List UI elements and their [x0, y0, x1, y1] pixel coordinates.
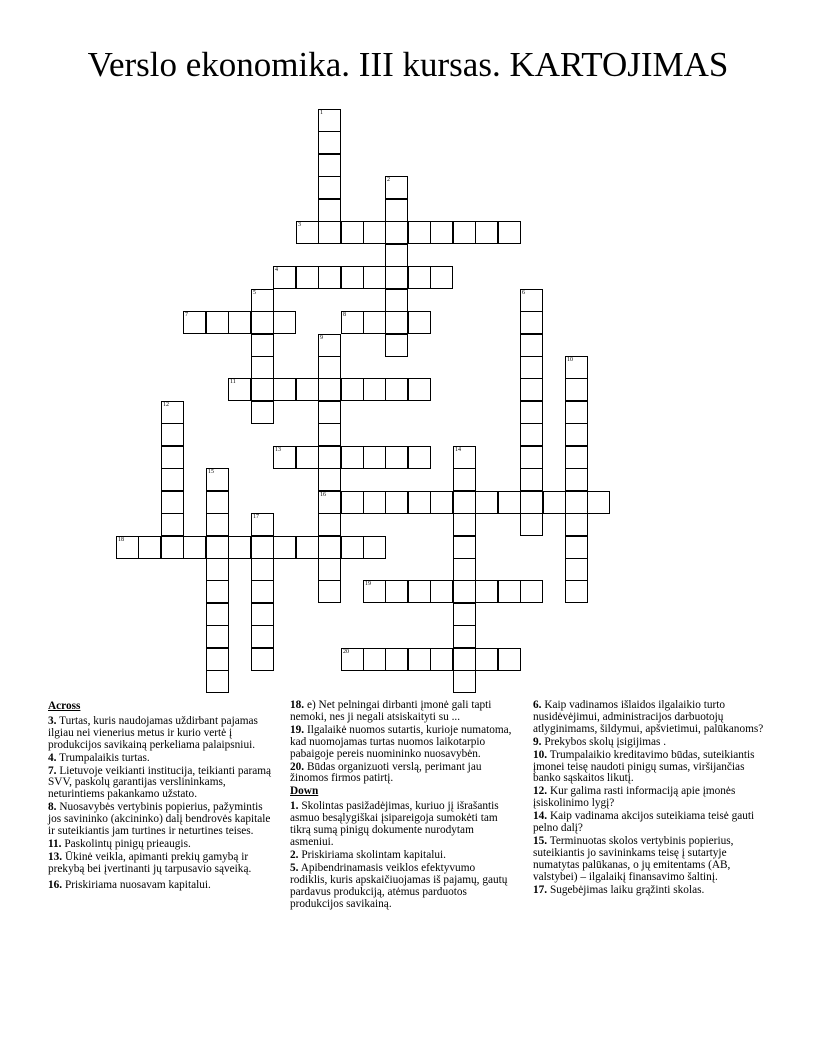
across-clue-4: 4. Trumpalaikis turtas. — [48, 751, 150, 764]
grid-cell[interactable] — [273, 446, 296, 469]
grid-cell[interactable] — [341, 266, 364, 289]
grid-cell[interactable] — [251, 603, 274, 626]
grid-cell[interactable] — [206, 491, 229, 514]
grid-cell[interactable] — [273, 536, 296, 559]
grid-cell[interactable] — [161, 446, 184, 469]
grid-cell[interactable] — [138, 536, 161, 559]
grid-cell[interactable] — [273, 311, 296, 334]
grid-cell[interactable] — [251, 356, 274, 379]
grid-cell[interactable] — [453, 648, 476, 671]
grid-cell[interactable] — [408, 221, 431, 244]
grid-cell[interactable] — [251, 289, 274, 312]
grid-cell[interactable] — [318, 176, 341, 199]
grid-cell[interactable] — [363, 580, 386, 603]
grid-cell[interactable] — [385, 266, 408, 289]
grid-cell[interactable] — [385, 221, 408, 244]
grid-cell[interactable] — [408, 491, 431, 514]
grid-cell[interactable] — [318, 491, 341, 514]
across-clue-20: 20. Būdas organizuoti verslą, perimant jau žinomos firmos patirtį. — [290, 760, 482, 785]
grid-cell[interactable] — [318, 131, 341, 154]
grid-cell[interactable] — [408, 446, 431, 469]
clue-number: 1 — [320, 110, 323, 116]
grid-cell[interactable] — [318, 401, 341, 424]
grid-cell[interactable] — [498, 580, 521, 603]
grid-cell[interactable] — [318, 536, 341, 559]
grid-cell[interactable] — [565, 446, 588, 469]
down-clue-10: 10. Trumpalaikio kreditavimo būdas, suteikiantis įmonei teisę naudoti pinigų sumas, viršijančias banko sąskaitos likutį. — [533, 748, 755, 785]
grid-cell[interactable] — [341, 378, 364, 401]
grid-cell[interactable] — [385, 311, 408, 334]
grid-cell[interactable] — [385, 176, 408, 199]
grid-cell[interactable] — [498, 491, 521, 514]
grid-cell[interactable] — [161, 513, 184, 536]
clue-number: 2 — [387, 177, 390, 183]
clue-number: 14 — [455, 447, 461, 453]
grid-cell[interactable] — [296, 266, 319, 289]
grid-cell[interactable] — [520, 468, 543, 491]
grid-cell[interactable] — [206, 311, 229, 334]
grid-cell[interactable] — [520, 446, 543, 469]
across-heading: Across — [48, 700, 81, 712]
grid-cell[interactable] — [296, 446, 319, 469]
clue-number: 18 — [118, 537, 124, 543]
grid-cell[interactable] — [385, 378, 408, 401]
grid-cell[interactable] — [116, 536, 139, 559]
grid-cell[interactable] — [408, 378, 431, 401]
grid-cell[interactable] — [430, 491, 453, 514]
grid-cell[interactable] — [206, 513, 229, 536]
grid-cell[interactable] — [318, 423, 341, 446]
grid-cell[interactable] — [430, 648, 453, 671]
grid-cell[interactable] — [318, 558, 341, 581]
grid-cell[interactable] — [206, 558, 229, 581]
grid-cell[interactable] — [385, 446, 408, 469]
grid-cell[interactable] — [228, 378, 251, 401]
grid-cell[interactable] — [341, 311, 364, 334]
grid-cell[interactable] — [363, 536, 386, 559]
grid-cell[interactable] — [565, 558, 588, 581]
grid-cell[interactable] — [453, 536, 476, 559]
grid-cell[interactable] — [251, 536, 274, 559]
grid-cell[interactable] — [453, 670, 476, 693]
grid-cell[interactable] — [543, 491, 566, 514]
grid-cell[interactable] — [183, 311, 206, 334]
down-clue-2: 2. Priskiriama skolintam kapitalui. — [290, 848, 446, 861]
grid-cell[interactable] — [206, 468, 229, 491]
grid-cell[interactable] — [206, 603, 229, 626]
grid-cell[interactable] — [341, 446, 364, 469]
grid-cell[interactable] — [565, 536, 588, 559]
grid-cell[interactable] — [475, 491, 498, 514]
across-clue-3: 3. Turtas, kuris naudojamas uždirbant pajamas ilgiau nei vienerius metus ir kurio vertė į produkcijos savikainą perkeliama palaipsniui. — [48, 714, 258, 751]
page-title: Verslo ekonomika. III kursas. KARTOJIMAS — [87, 45, 729, 84]
grid-cell[interactable] — [565, 423, 588, 446]
down-heading: Down — [290, 785, 319, 798]
grid-cell[interactable] — [318, 154, 341, 177]
grid-cell[interactable] — [318, 266, 341, 289]
grid-cell[interactable] — [251, 378, 274, 401]
grid-cell[interactable] — [318, 356, 341, 379]
grid-cell[interactable] — [565, 401, 588, 424]
grid-cell[interactable] — [565, 378, 588, 401]
grid-cell[interactable] — [498, 648, 521, 671]
across-clue-7: 7. Lietuvoje veikianti institucija, teikianti paramą SVV, paskolų garantijas verslininkams, neturintiems pakankamo užstato. — [48, 764, 272, 801]
grid-cell[interactable] — [453, 580, 476, 603]
grid-cell[interactable] — [318, 468, 341, 491]
grid-cell[interactable] — [318, 334, 341, 357]
grid-cell[interactable] — [587, 491, 610, 514]
grid-cell[interactable] — [341, 648, 364, 671]
grid-cell[interactable] — [363, 311, 386, 334]
grid-cell[interactable] — [251, 648, 274, 671]
grid-cell[interactable] — [453, 625, 476, 648]
clues-column-1 — [48, 700, 273, 893]
grid-cell[interactable] — [206, 536, 229, 559]
grid-cell[interactable] — [161, 491, 184, 514]
grid-cell[interactable] — [385, 491, 408, 514]
grid-cell[interactable] — [520, 289, 543, 312]
clue-number: 4 — [275, 267, 278, 273]
clue-number: 15 — [208, 469, 214, 475]
grid-cell[interactable] — [408, 266, 431, 289]
grid-cell[interactable] — [453, 513, 476, 536]
down-clue-1: 1. Skolintas pasižadėjimas, kuriuo jį išrašantis asmuo besąlygiškai įsipareigoja sumokėti tam tikrą sumą pinigų dokumente nurodytam asmeniui. — [290, 800, 499, 848]
grid-cell[interactable] — [363, 378, 386, 401]
clue-number: 19 — [365, 581, 371, 587]
clue-number: 8 — [343, 312, 346, 318]
clue-number: 6 — [522, 290, 525, 296]
grid-cell[interactable] — [520, 356, 543, 379]
grid-cell[interactable] — [385, 580, 408, 603]
clue-number: 16 — [320, 492, 326, 498]
grid-cell[interactable] — [520, 491, 543, 514]
grid-cell[interactable] — [520, 378, 543, 401]
grid-cell[interactable] — [498, 221, 521, 244]
grid-cell[interactable] — [363, 266, 386, 289]
grid-cell[interactable] — [161, 423, 184, 446]
grid-cell[interactable] — [251, 401, 274, 424]
grid-cell[interactable] — [296, 221, 319, 244]
clues-column-3 — [533, 700, 768, 898]
clue-number: 13 — [275, 447, 281, 453]
grid-cell[interactable] — [341, 491, 364, 514]
grid-cell[interactable] — [318, 109, 341, 132]
grid-cell[interactable] — [251, 558, 274, 581]
down-clue-9: 9. Prekybos skolų įsigijimas . — [533, 735, 667, 748]
clue-number: 7 — [185, 312, 188, 318]
grid-cell[interactable] — [228, 311, 251, 334]
grid-cell[interactable] — [430, 580, 453, 603]
grid-cell[interactable] — [453, 468, 476, 491]
clue-number: 3 — [298, 222, 301, 228]
grid-cell[interactable] — [408, 311, 431, 334]
clue-number: 20 — [343, 649, 349, 655]
across-clue-8: 8. Nuosavybės vertybinis popierius, pažymintis jos savininko (akcininko) dalį bendrovės kapitale ir suteikiantis jam turtines ir neturtines teises. — [48, 801, 271, 838]
clues-column-2 — [290, 700, 515, 911]
grid-cell[interactable] — [273, 378, 296, 401]
grid-cell[interactable] — [363, 446, 386, 469]
grid-cell[interactable] — [453, 221, 476, 244]
grid-cell[interactable] — [318, 513, 341, 536]
grid-cell[interactable] — [430, 266, 453, 289]
grid-cell[interactable] — [161, 401, 184, 424]
grid-cell[interactable] — [430, 221, 453, 244]
grid-cell[interactable] — [251, 334, 274, 357]
grid-cell[interactable] — [251, 625, 274, 648]
grid-cell[interactable] — [318, 221, 341, 244]
grid-cell[interactable] — [453, 558, 476, 581]
grid-cell[interactable] — [453, 603, 476, 626]
grid-cell[interactable] — [318, 580, 341, 603]
grid-cell[interactable] — [318, 199, 341, 222]
grid-cell[interactable] — [251, 513, 274, 536]
grid-cell[interactable] — [385, 648, 408, 671]
across-clue-16: 16. Priskiriama nuosavam kapitalui. — [48, 878, 211, 891]
grid-cell[interactable] — [453, 491, 476, 514]
grid-cell[interactable] — [363, 221, 386, 244]
grid-cell[interactable] — [363, 491, 386, 514]
grid-cell[interactable] — [520, 401, 543, 424]
grid-cell[interactable] — [161, 468, 184, 491]
down-clue-17: 17. Sugebėjimas laiku grąžinti skolas. — [533, 883, 705, 896]
across-clue-19: 19. Ilgalaikė nuomos sutartis, kurioje numatoma, kad nuomojamas turtas nuomos laikotarpio pabaigoje pereis nuomininko nuosavybėn. — [290, 723, 512, 760]
grid-cell[interactable] — [475, 580, 498, 603]
grid-cell[interactable] — [520, 423, 543, 446]
grid-cell[interactable] — [475, 221, 498, 244]
grid-cell[interactable] — [385, 289, 408, 312]
grid-cell[interactable] — [385, 334, 408, 357]
grid-cell[interactable] — [161, 536, 184, 559]
grid-cell[interactable] — [520, 311, 543, 334]
down-clue-15: 15. Terminuotas skolos vertybinis popierius, suteikiantis jo savininkams teisę į sutartyje numatytas palūkanas, o jų emitentams (AB, valstybei) – ilgalaikį finansavimo šaltinį. — [533, 834, 734, 883]
across-clue-11: 11. Paskolintų pinigų prieaugis. — [48, 837, 191, 850]
grid-cell[interactable] — [408, 580, 431, 603]
grid-cell[interactable] — [565, 513, 588, 536]
grid-cell[interactable] — [183, 536, 206, 559]
grid-cell[interactable] — [565, 491, 588, 514]
across-clue-18: 18. e) Net pelningai dirbanti įmonė gali tapti nemoki, nes ji negali atsiskaityti su ... — [290, 699, 492, 723]
down-clue-14: 14. Kaip vadinama akcijos suteikiama teisė gauti pelno dalį? — [533, 810, 755, 835]
clue-number: 17 — [253, 514, 259, 520]
grid-cell[interactable] — [251, 580, 274, 603]
down-clue-12: 12. Kur galima rasti informaciją apie įmonės įsiskolinimo lygį? — [533, 785, 736, 810]
grid-cell[interactable] — [228, 536, 251, 559]
grid-cell[interactable] — [273, 266, 296, 289]
grid-cell[interactable] — [318, 378, 341, 401]
grid-cell[interactable] — [206, 625, 229, 648]
down-clue-5: 5. Apibendrinamasis veiklos efektyvumo rodiklis, kuris apskaičiuojamas iš pajamų, gautų pardavus produkciją, atėmus parduotos produkcijos savikainą. — [290, 861, 508, 910]
grid-cell[interactable] — [251, 311, 274, 334]
grid-cell[interactable] — [565, 356, 588, 379]
grid-cell[interactable] — [520, 334, 543, 357]
clue-number: 10 — [567, 357, 573, 363]
grid-cell[interactable] — [520, 513, 543, 536]
clue-number: 11 — [230, 379, 236, 385]
grid-cell[interactable] — [475, 648, 498, 671]
grid-cell[interactable] — [453, 446, 476, 469]
grid-cell[interactable] — [363, 648, 386, 671]
clue-number: 5 — [253, 290, 256, 296]
across-clue-13: 13. Ūkinė veikla, apimanti prekių gamybą ir prekybą bei įvertinanti jų tarpusavio sąveiką. — [48, 850, 252, 875]
grid-cell[interactable] — [206, 670, 229, 693]
clue-number: 9 — [320, 335, 323, 341]
down-clue-6: 6. Kaip vadinamos išlaidos ilgalaikio turto nusidėvėjimui, administracijos darbuotojų atlyginimams, šildymui, apšvietimui, palūkanoms? — [533, 699, 764, 735]
grid-cell[interactable] — [296, 536, 319, 559]
grid-cell[interactable] — [341, 221, 364, 244]
grid-cell[interactable] — [385, 244, 408, 267]
grid-cell[interactable] — [206, 580, 229, 603]
grid-cell[interactable] — [341, 536, 364, 559]
grid-cell[interactable] — [206, 648, 229, 671]
grid-cell[interactable] — [385, 199, 408, 222]
grid-cell[interactable] — [520, 580, 543, 603]
grid-cell[interactable] — [318, 446, 341, 469]
grid-cell[interactable] — [565, 468, 588, 491]
grid-cell[interactable] — [408, 648, 431, 671]
grid-cell[interactable] — [565, 580, 588, 603]
clue-number: 12 — [163, 402, 169, 408]
grid-cell[interactable] — [296, 378, 319, 401]
